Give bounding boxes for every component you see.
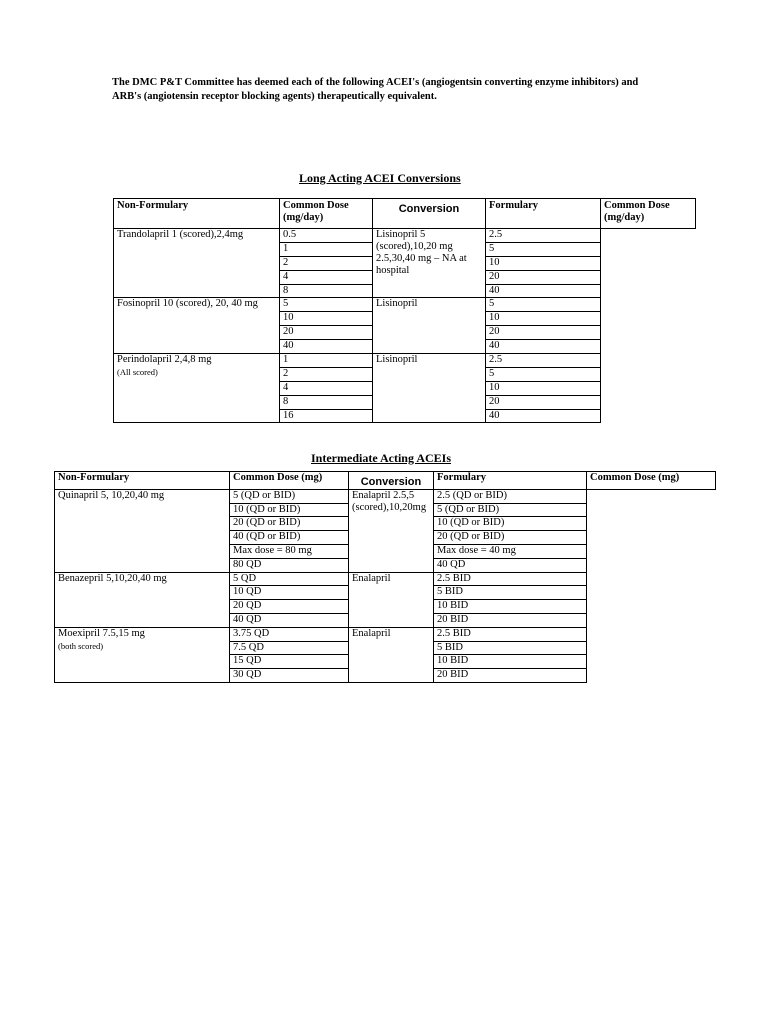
- common-dose-cell: 15 QD: [230, 655, 349, 669]
- common-dose-cell: Max dose = 80 mg: [230, 544, 349, 558]
- common-dose-cell: 7.5 QD: [230, 641, 349, 655]
- common-dose-cell: 5: [486, 298, 601, 312]
- table-row: [114, 229, 696, 243]
- common-dose-cell: 10 QD: [230, 586, 349, 600]
- common-dose-cell: 10: [280, 312, 373, 326]
- non-formulary-drug: [55, 572, 230, 627]
- common-dose-cell: 5: [280, 298, 373, 312]
- drug-note: (All scored): [117, 367, 158, 378]
- drug-note: (both scored): [58, 640, 104, 651]
- header-formulary: Formulary: [486, 199, 601, 229]
- table-row: [55, 572, 716, 586]
- common-dose-cell: 5 QD: [230, 572, 349, 586]
- non-formulary-drug: [114, 354, 280, 423]
- common-dose-cell: 0.5: [280, 229, 373, 243]
- common-dose-cell: 4: [280, 381, 373, 395]
- common-dose-cell: 5: [486, 242, 601, 256]
- common-dose-cell: 40 (QD or BID): [230, 531, 349, 545]
- common-dose-cell: 5 (QD or BID): [434, 503, 587, 517]
- table-row: [55, 627, 716, 641]
- common-dose-cell: 20: [486, 326, 601, 340]
- common-dose-cell: 3.75 QD: [230, 627, 349, 641]
- common-dose-cell: 40 QD: [434, 558, 587, 572]
- common-dose-cell: 40 QD: [230, 613, 349, 627]
- common-dose-cell: 10 (QD or BID): [230, 503, 349, 517]
- common-dose-cell: 2.5 (QD or BID): [434, 489, 587, 503]
- common-dose-cell: 10: [486, 312, 601, 326]
- common-dose-cell: 40: [486, 340, 601, 354]
- common-dose-cell: 2.5: [486, 354, 601, 368]
- common-dose-cell: 16: [280, 409, 373, 423]
- header-common-dose: Common Dose (mg): [587, 472, 716, 490]
- common-dose-cell: 20: [486, 270, 601, 284]
- header-common-dose: Common Dose (mg/day): [280, 199, 373, 229]
- common-dose-cell: 20: [280, 326, 373, 340]
- intermediate-acting-title: Intermediate Acting ACEIs: [311, 451, 451, 465]
- common-dose-cell: 20 (QD or BID): [434, 531, 587, 545]
- long-acting-title: Long Acting ACEI Conversions: [299, 171, 461, 185]
- intro-paragraph: The DMC P&T Committee has deemed each of the following ACEI's (angiogentsin converting enzyme inhibitors) and ARB's (angiotensin receptor blocking agents) therapeutically equivalent.: [112, 77, 639, 102]
- common-dose-cell: 40: [280, 340, 373, 354]
- formulary-drug: Enalapril: [349, 572, 434, 627]
- drug-name: Moexipril 7.5,15 mg: [58, 627, 145, 639]
- common-dose-cell: 10 (QD or BID): [434, 517, 587, 531]
- header-non-formulary: Non-Formulary: [55, 472, 230, 490]
- non-formulary-drug: [114, 229, 280, 298]
- common-dose-cell: 1: [280, 242, 373, 256]
- formulary-drug: Enalapril 2.5,5 (scored),10,20mg: [349, 489, 434, 572]
- header-common-dose: Common Dose (mg): [230, 472, 349, 490]
- common-dose-cell: 2.5 BID: [434, 572, 587, 586]
- common-dose-cell: 30 QD: [230, 669, 349, 683]
- table-row: [114, 354, 696, 368]
- header-common-dose: Common Dose (mg/day): [601, 199, 696, 229]
- formulary-drug: Enalapril: [349, 627, 434, 682]
- conversion-label: Conversion: [349, 472, 434, 490]
- drug-name: Quinapril 5, 10,20,40 mg: [58, 489, 165, 501]
- conversion-label: Conversion: [373, 199, 486, 229]
- non-formulary-drug: [114, 298, 280, 354]
- common-dose-cell: 10 BID: [434, 600, 587, 614]
- table-row: [55, 489, 716, 503]
- common-dose-cell: 20 BID: [434, 613, 587, 627]
- common-dose-cell: 5 (QD or BID): [230, 489, 349, 503]
- common-dose-cell: 10: [486, 256, 601, 270]
- header-non-formulary: Non-Formulary: [114, 199, 280, 229]
- intermediate-acting-table: [54, 471, 716, 683]
- common-dose-cell: 20 (QD or BID): [230, 517, 349, 531]
- common-dose-cell: 2: [280, 256, 373, 270]
- common-dose-cell: 20: [486, 395, 601, 409]
- common-dose-cell: 20 QD: [230, 600, 349, 614]
- common-dose-cell: 80 QD: [230, 558, 349, 572]
- header-formulary: Formulary: [434, 472, 587, 490]
- formulary-drug: Lisinopril 5 (scored),10,20 mg 2.5,30,40 mg – NA at hospital: [373, 229, 486, 298]
- formulary-drug: Lisinopril: [373, 354, 486, 423]
- common-dose-cell: 2.5 BID: [434, 627, 587, 641]
- non-formulary-drug: [55, 627, 230, 682]
- formulary-drug: Lisinopril: [373, 298, 486, 354]
- common-dose-cell: 4: [280, 270, 373, 284]
- common-dose-cell: 10 BID: [434, 655, 587, 669]
- common-dose-cell: 8: [280, 395, 373, 409]
- drug-name: Trandolapril 1 (scored),2,4mg: [117, 229, 244, 240]
- drug-name: Perindolapril 2,4,8 mg: [117, 354, 212, 366]
- common-dose-cell: 40: [486, 409, 601, 423]
- common-dose-cell: 40: [486, 284, 601, 298]
- common-dose-cell: 8: [280, 284, 373, 298]
- drug-name: Benazepril 5,10,20,40 mg: [58, 572, 167, 584]
- drug-name: Fosinopril 10 (scored), 20, 40 mg: [117, 298, 258, 310]
- common-dose-cell: 5: [486, 367, 601, 381]
- table-row: [114, 298, 696, 312]
- common-dose-cell: 5 BID: [434, 641, 587, 655]
- common-dose-cell: 5 BID: [434, 586, 587, 600]
- common-dose-cell: 2.5: [486, 229, 601, 243]
- common-dose-cell: 20 BID: [434, 669, 587, 683]
- non-formulary-drug: [55, 489, 230, 572]
- common-dose-cell: 10: [486, 381, 601, 395]
- common-dose-cell: Max dose = 40 mg: [434, 544, 587, 558]
- long-acting-table: [113, 198, 696, 423]
- common-dose-cell: 1: [280, 354, 373, 368]
- common-dose-cell: 2: [280, 367, 373, 381]
